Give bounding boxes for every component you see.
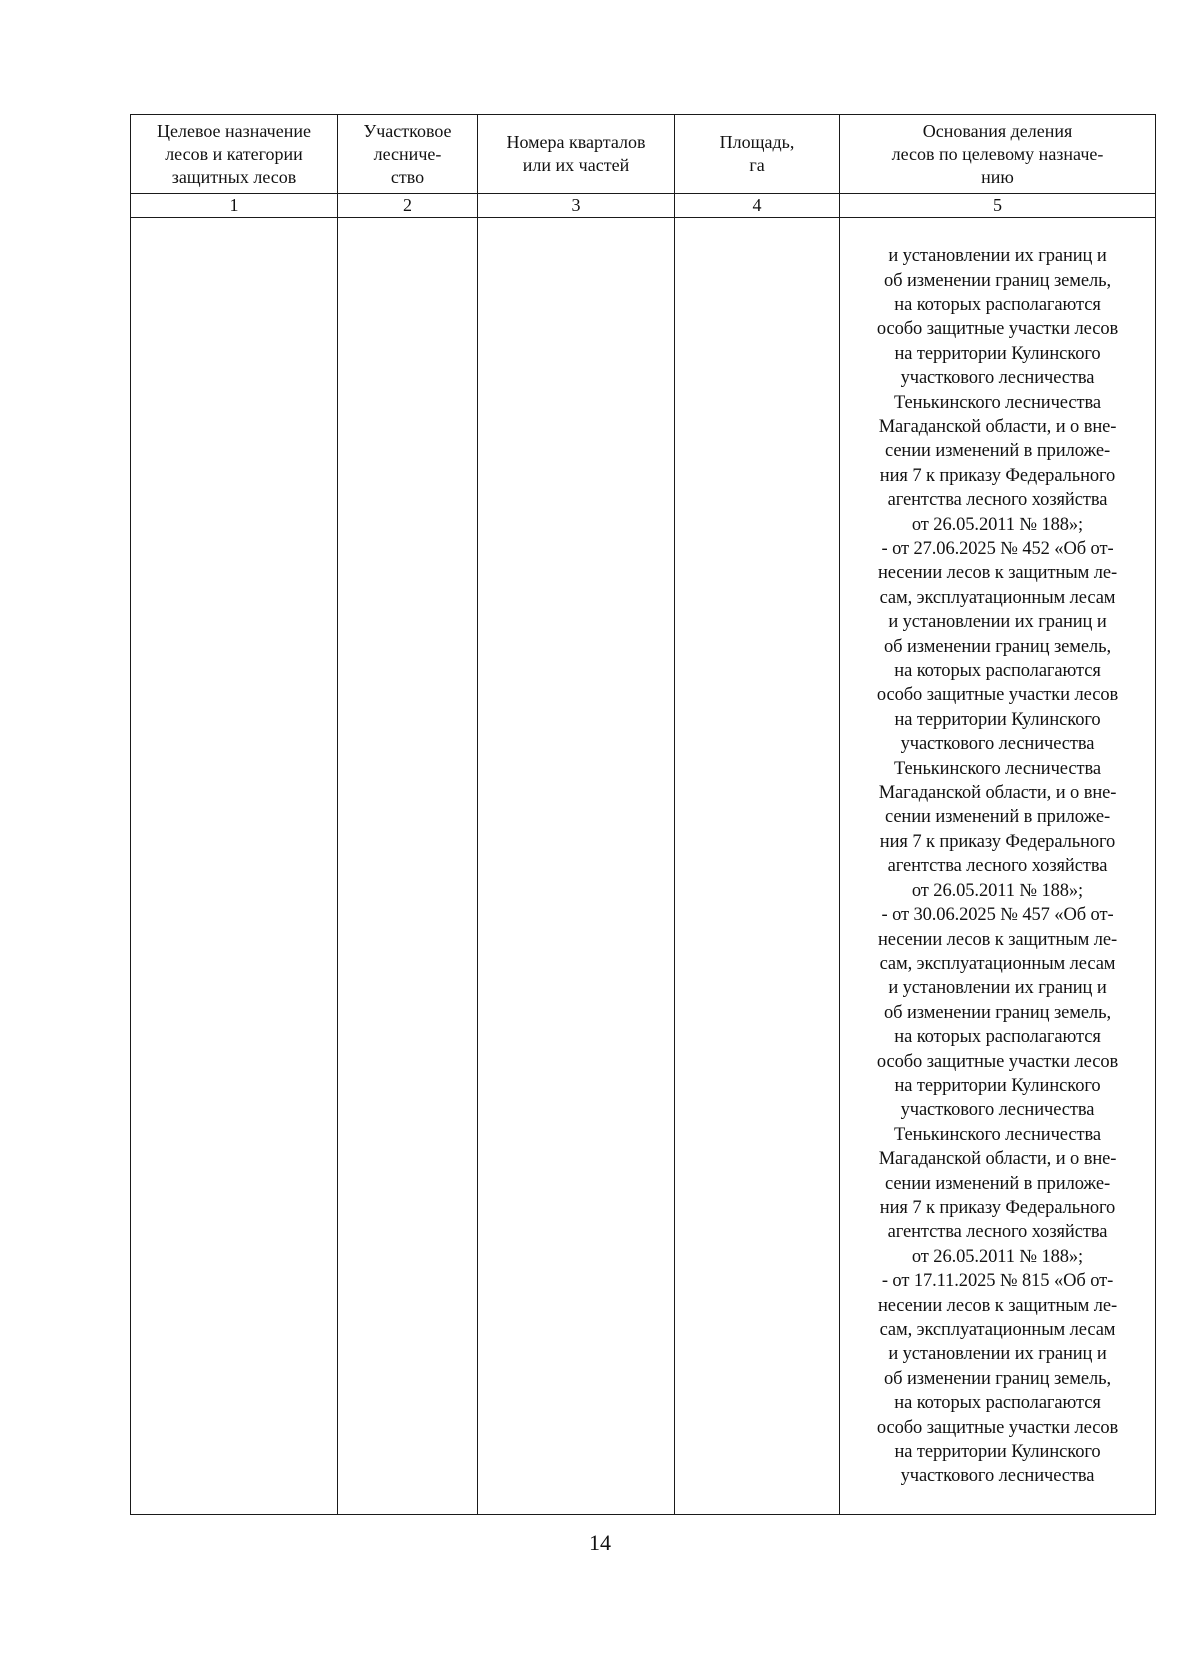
grounds-text-line: сении изменений в приложе- <box>884 1173 1111 1194</box>
grounds-text-line: ния 7 к приказу Федерального <box>879 1197 1116 1218</box>
header-line: защитных лесов <box>171 166 297 187</box>
grounds-text-line: особо защитные участки лесов <box>876 319 1119 340</box>
grounds-text-line: - от 17.11.2025 № 815 «Об от- <box>881 1271 1114 1292</box>
header-line: лесниче- <box>373 143 442 164</box>
grounds-text-line: на территории Кулинского <box>894 343 1101 364</box>
grounds-text-line: на которых располагаются <box>894 294 1101 315</box>
grounds-text-line: участкового лесничества <box>900 734 1095 755</box>
column-number-2: 2 <box>338 194 478 218</box>
cell-purpose-empty <box>131 218 338 1515</box>
grounds-text-line: ния 7 к приказу Федерального <box>879 831 1116 852</box>
grounds-text-line: на территории Кулинского <box>894 1075 1101 1096</box>
grounds-text-line: ния 7 к приказу Федерального <box>879 465 1116 486</box>
grounds-text-line: особо защитные участки лесов <box>876 1417 1119 1438</box>
header-cell-grounds <box>840 115 1156 194</box>
grounds-text-line: несении лесов к защитным ле- <box>877 1295 1118 1316</box>
grounds-text-line: - от 30.06.2025 № 457 «Об от- <box>881 905 1114 926</box>
grounds-text-line: от 26.05.2011 № 188»; <box>911 514 1084 535</box>
header-line: Площадь, <box>719 132 795 152</box>
header-cell-district <box>338 115 478 194</box>
grounds-text-line: Тенькинского лесничества <box>894 1124 1101 1145</box>
column-number-row <box>131 194 1156 218</box>
table-header-row <box>131 115 1156 194</box>
grounds-text-line: об изменении границ земель, <box>884 270 1111 291</box>
grounds-text-line: агентства лесного хозяйства <box>887 490 1108 511</box>
header-line: Целевое назначение <box>157 120 311 141</box>
grounds-text-line: участкового лесничества <box>900 1466 1095 1487</box>
grounds-text-line: на территории Кулинского <box>894 709 1101 730</box>
grounds-text-line: несении лесов к защитным ле- <box>877 929 1118 950</box>
column-number-4: 4 <box>675 194 840 218</box>
cell-district-empty <box>338 218 478 1515</box>
header-line: га <box>749 155 765 175</box>
grounds-text-line: Магаданской области, и о вне- <box>878 783 1117 804</box>
header-line: ство <box>390 166 425 187</box>
column-number-5: 5 <box>840 194 1156 218</box>
grounds-text-block <box>840 243 1155 1489</box>
grounds-text-line: Магаданской области, и о вне- <box>878 1149 1117 1170</box>
grounds-text-line: сам, эксплуатационным лесам <box>879 587 1116 608</box>
column-number-3: 3 <box>478 194 675 218</box>
grounds-text-line: на которых располагаются <box>894 1027 1101 1048</box>
grounds-text-line: участкового лесничества <box>900 368 1095 389</box>
column-number-1: 1 <box>131 194 338 218</box>
grounds-text-line: и установлении их границ и <box>888 612 1107 633</box>
grounds-text-line: сам, эксплуатационным лесам <box>879 1320 1116 1341</box>
grounds-text-line: сении изменений в приложе- <box>884 441 1111 462</box>
grounds-text-line: об изменении границ земель, <box>884 1002 1111 1023</box>
header-line: нию <box>981 166 1014 187</box>
header-cell-purpose <box>131 115 338 194</box>
grounds-text-line: особо защитные участки лесов <box>876 685 1119 706</box>
grounds-text-line: на которых располагаются <box>894 1393 1101 1414</box>
header-line: Номера кварталов <box>506 132 646 152</box>
grounds-text-line: участкового лесничества <box>900 1100 1095 1121</box>
grounds-text-line: на территории Кулинского <box>894 1442 1101 1463</box>
grounds-text-line: агентства лесного хозяйства <box>887 856 1108 877</box>
page-number: 14 <box>589 1530 611 1555</box>
table-row <box>131 218 1156 1515</box>
cell-quarters-empty <box>478 218 675 1515</box>
forest-purpose-table <box>130 114 1156 1515</box>
cell-grounds-text <box>840 218 1156 1515</box>
grounds-text-line: на которых располагаются <box>894 661 1101 682</box>
grounds-text-line: несении лесов к защитным ле- <box>877 563 1118 584</box>
grounds-text-line: сении изменений в приложе- <box>884 807 1111 828</box>
grounds-text-line: от 26.05.2011 № 188»; <box>911 1246 1084 1267</box>
header-line: Основания деления <box>922 120 1073 141</box>
grounds-text-line: Магаданской области, и о вне- <box>878 416 1117 437</box>
grounds-text-line: и установлении их границ и <box>888 1344 1107 1365</box>
grounds-text-line: особо защитные участки лесов <box>876 1051 1119 1072</box>
grounds-text-line: Тенькинского лесничества <box>894 758 1101 779</box>
header-line: лесов по целевому назначе- <box>891 143 1104 164</box>
grounds-text-line: от 26.05.2011 № 188»; <box>911 880 1084 901</box>
header-cell-quarters <box>478 115 675 194</box>
grounds-text-line: об изменении границ земель, <box>884 636 1111 657</box>
header-line: или их частей <box>522 155 630 175</box>
grounds-text-line: агентства лесного хозяйства <box>887 1222 1108 1243</box>
grounds-text-line: - от 27.06.2025 № 452 «Об от- <box>881 539 1114 560</box>
header-cell-area <box>675 115 840 194</box>
header-line: лесов и категории <box>165 143 303 164</box>
grounds-text-line: сам, эксплуатационным лесам <box>879 953 1116 974</box>
grounds-text-line: Тенькинского лесничества <box>894 392 1101 413</box>
header-line: Участковое <box>363 120 452 141</box>
cell-area-empty <box>675 218 840 1515</box>
grounds-text-line: об изменении границ земель, <box>884 1368 1111 1389</box>
grounds-text-line: и установлении их границ и <box>888 246 1107 267</box>
grounds-text-line: и установлении их границ и <box>888 978 1107 999</box>
